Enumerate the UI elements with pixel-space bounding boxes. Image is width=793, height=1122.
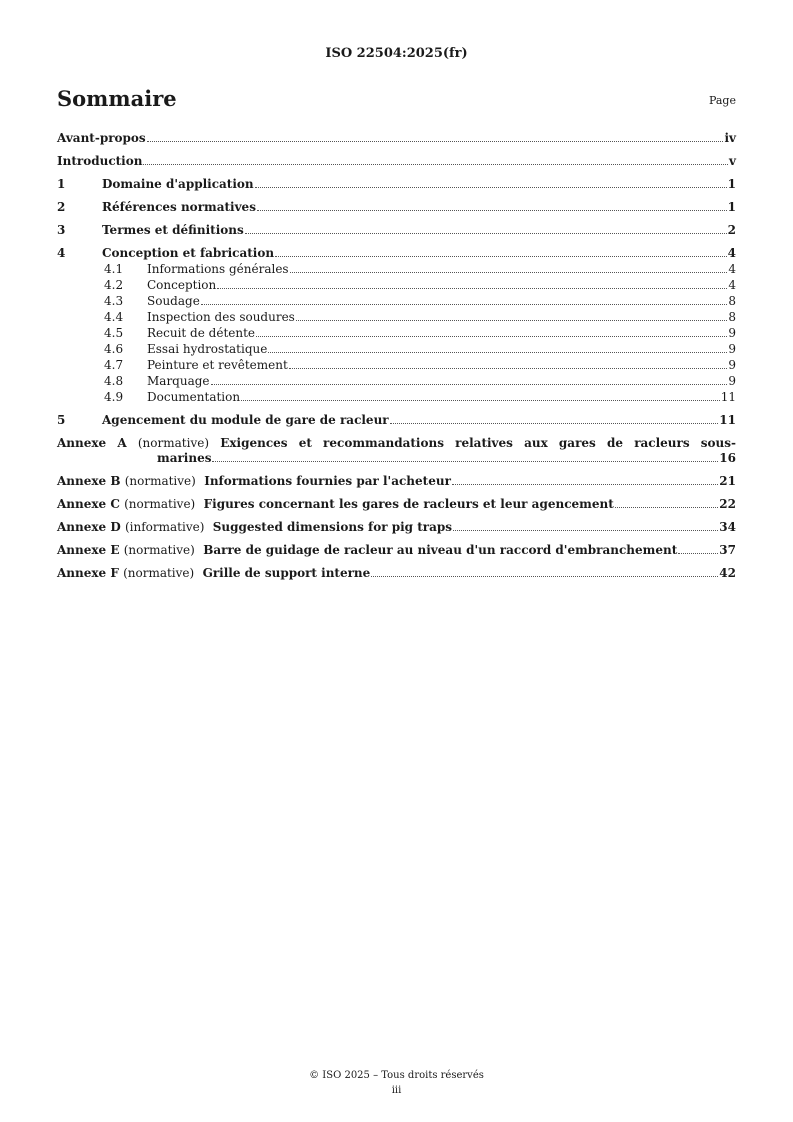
- toc-page-number: iv: [724, 131, 736, 145]
- toc-page-number: 4: [727, 246, 736, 260]
- annex-label: Annexe A: [57, 436, 127, 450]
- dot-leader: [217, 288, 727, 289]
- annex-kind: (normative): [137, 436, 210, 450]
- page-footer: [0, 1068, 793, 1098]
- annex-label: Annexe D: [57, 520, 121, 534]
- toc-entry-section-4[interactable]: [57, 246, 736, 261]
- annex-a-first-line: [57, 436, 736, 451]
- toc-entry-text: Marquage: [147, 374, 210, 388]
- toc-page-number: 42: [719, 566, 736, 580]
- toc-section-number: 4.8: [104, 374, 124, 388]
- toc-entry-section-4-6[interactable]: [57, 341, 736, 357]
- annex-kind: (normative): [124, 497, 196, 511]
- toc-entry-section-4-5[interactable]: [57, 325, 736, 341]
- toc-entry-text: Barre de guidage de racleur au niveau d'un raccord d'embranchement: [203, 543, 678, 557]
- toc-entry-section-1[interactable]: [57, 177, 736, 192]
- annex-label: Annexe E: [57, 543, 120, 557]
- toc-entry-section-3[interactable]: [57, 223, 736, 238]
- toc-page-number: 11: [720, 390, 736, 404]
- dot-leader: [256, 336, 727, 337]
- dot-leader: [452, 484, 718, 485]
- toc-entry-text: Conception: [147, 278, 217, 292]
- annex-label: Annexe B: [57, 474, 121, 488]
- dot-leader: [371, 576, 718, 577]
- dot-leader: [201, 304, 728, 305]
- page-title: Sommaire: [57, 86, 177, 111]
- toc-entry-text: Informations fournies par l'acheteur: [204, 474, 451, 488]
- toc-page-number: 22: [719, 497, 736, 511]
- toc-entry-section-4-9[interactable]: [57, 389, 736, 405]
- dot-leader: [211, 384, 728, 385]
- dot-leader: [390, 423, 719, 424]
- toc-page-number: 16: [719, 451, 736, 465]
- toc-entry-text: Figures concernant les gares de racleurs et leur agencement: [203, 497, 614, 511]
- dot-leader: [296, 320, 728, 321]
- toc-entry-annex-f[interactable]: [57, 566, 736, 581]
- toc-entry-text: Grille de support interne: [202, 566, 371, 580]
- toc-section-number: 4.2: [104, 278, 124, 292]
- toc-page-number: 8: [728, 294, 736, 308]
- toc-entry-text: Avant-propos: [57, 131, 146, 145]
- toc-entry-section-2[interactable]: [57, 200, 736, 215]
- toc-page-number: 2: [727, 223, 736, 237]
- toc-entry-annex-b[interactable]: [57, 474, 736, 489]
- toc-page-number: 8: [728, 310, 736, 324]
- toc-entry-text: Termes et définitions: [102, 223, 244, 237]
- annex-a-second-line: [57, 451, 736, 466]
- toc-entry-text: Peinture et revêtement: [147, 358, 288, 372]
- dot-leader: [275, 256, 727, 257]
- toc-entry-annex-c[interactable]: [57, 497, 736, 512]
- dot-leader: [290, 272, 728, 273]
- annex-label: Annexe C: [57, 497, 120, 511]
- toc-entry-text: Références normatives: [102, 200, 256, 214]
- toc-entry-text: Agencement du module de gare de racleur: [102, 413, 389, 427]
- toc-section-number: 4.7: [104, 358, 124, 372]
- toc-section-number: 3: [57, 223, 66, 237]
- toc-page-number: 9: [728, 326, 736, 340]
- toc-entry-section-4-7[interactable]: [57, 357, 736, 373]
- dot-leader: [268, 352, 727, 353]
- dot-leader: [678, 553, 718, 554]
- toc-page-number: 4: [728, 262, 736, 276]
- toc-entry-introduction[interactable]: [57, 154, 736, 169]
- dot-leader: [453, 530, 718, 531]
- toc-page-number: 9: [728, 358, 736, 372]
- dot-leader: [255, 187, 727, 188]
- toc-entry-text: Exigences et recommandations relatives aux gares de racleurs sous-: [220, 436, 736, 450]
- document-header: ISO 22504:2025(fr): [325, 46, 468, 61]
- toc-page-number: 21: [719, 474, 736, 488]
- toc-section-number: 2: [57, 200, 66, 214]
- toc-section-number: 4.4: [104, 310, 124, 324]
- toc-entry-text: Suggested dimensions for pig traps: [212, 520, 452, 534]
- toc-entry-text: Introduction: [57, 154, 143, 168]
- toc-page-number: 9: [728, 342, 736, 356]
- toc-section-number: 1: [57, 177, 66, 191]
- dot-leader: [212, 461, 718, 462]
- toc-entry-text: Domaine d'application: [102, 177, 254, 191]
- page-number: iii: [391, 1085, 402, 1096]
- toc-page-number: 1: [727, 200, 736, 214]
- toc-entry-section-4-4[interactable]: [57, 309, 736, 325]
- toc-page-number: 9: [728, 374, 736, 388]
- dot-leader: [147, 141, 724, 142]
- annex-kind: (normative): [123, 543, 195, 557]
- toc-entry-annex-a[interactable]: [57, 436, 736, 466]
- dot-leader: [257, 210, 727, 211]
- toc-entry-annex-e[interactable]: [57, 543, 736, 558]
- toc-section-number: 5: [57, 413, 66, 427]
- toc-page-number: 34: [719, 520, 736, 534]
- annex-kind: (informative): [124, 520, 205, 534]
- copyright-notice: © ISO 2025 – Tous droits réservés: [309, 1070, 484, 1081]
- toc-entry-section-4-1[interactable]: [57, 261, 736, 277]
- toc-section-number: 4: [57, 246, 66, 260]
- toc-entry-text: Documentation: [147, 390, 241, 404]
- dot-leader: [245, 233, 727, 234]
- toc-entry-avant-propos[interactable]: [57, 131, 736, 146]
- toc-entry-section-4-3[interactable]: [57, 293, 736, 309]
- toc-section-number: 4.5: [104, 326, 124, 340]
- toc-entry-annex-d[interactable]: [57, 520, 736, 535]
- dot-leader: [143, 164, 728, 165]
- annex-kind: (normative): [124, 474, 196, 488]
- toc-section-number: 4.9: [104, 390, 124, 404]
- toc-page-number: v: [729, 154, 736, 168]
- toc-entry-text: Informations générales: [147, 262, 289, 276]
- title-row: [57, 86, 736, 114]
- toc-section-number: 4.1: [104, 262, 124, 276]
- toc-entry-text: Recuit de détente: [147, 326, 256, 340]
- toc-section-number: 4.3: [104, 294, 124, 308]
- toc-entry-section-5[interactable]: [57, 413, 736, 428]
- page-column-label: Page: [708, 94, 736, 107]
- dot-leader: [241, 400, 720, 401]
- toc-page-number: 4: [728, 278, 736, 292]
- toc-entry-section-4-8[interactable]: [57, 373, 736, 389]
- toc-page-number: 11: [719, 413, 736, 427]
- table-of-contents: [57, 131, 736, 581]
- dot-leader: [615, 507, 719, 508]
- toc-entry-text: Soudage: [147, 294, 200, 308]
- toc-section-number: 4.6: [104, 342, 124, 356]
- toc-page-number: 1: [727, 177, 736, 191]
- toc-entry-text: Essai hydrostatique: [147, 342, 268, 356]
- annex-kind: (normative): [123, 566, 195, 580]
- toc-entry-section-4-2[interactable]: [57, 277, 736, 293]
- toc-entry-text-continued: marines: [157, 451, 212, 465]
- toc-entry-text: Conception et fabrication: [102, 246, 275, 260]
- annex-label: Annexe F: [57, 566, 119, 580]
- toc-page-number: 37: [719, 543, 736, 557]
- dot-leader: [289, 368, 728, 369]
- toc-entry-text: Inspection des soudures: [147, 310, 295, 324]
